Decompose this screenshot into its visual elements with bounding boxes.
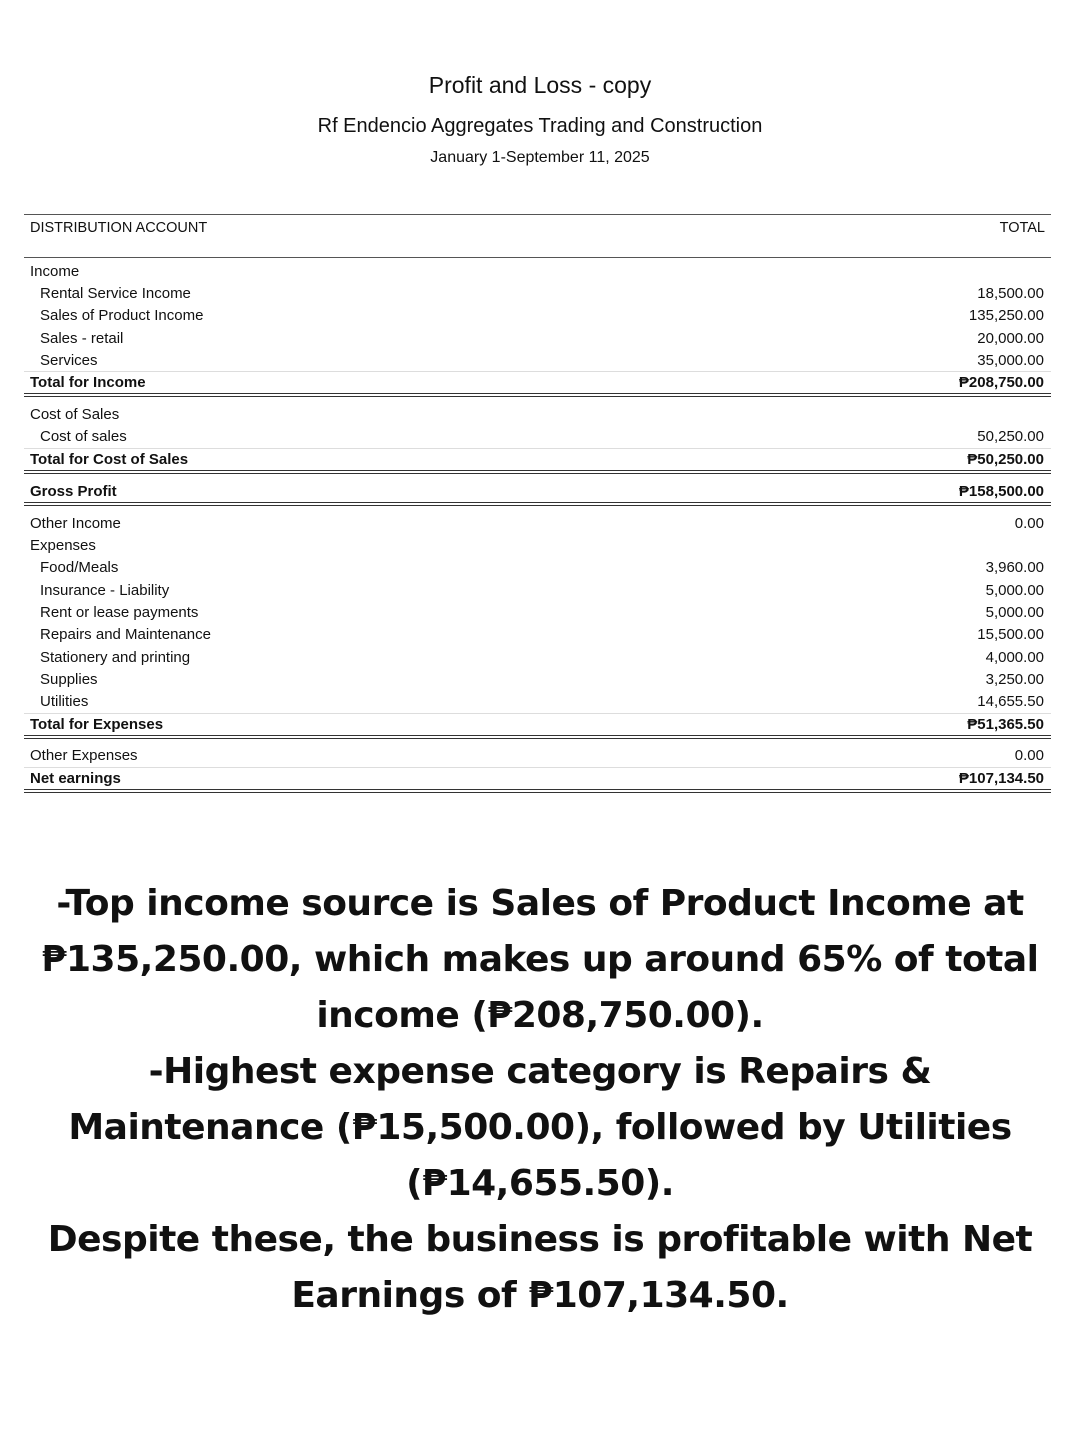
other-expenses-label: Other Expenses	[30, 747, 138, 765]
row-label: Repairs and Maintenance	[40, 626, 211, 644]
total-expenses-row	[24, 713, 1051, 739]
net-earnings-label: Net earnings	[30, 770, 121, 788]
table-row	[24, 579, 1051, 601]
row-value: 135,250.00	[968, 307, 1044, 325]
row-label: Stationery and printing	[40, 648, 191, 666]
row-label: Supplies	[40, 670, 98, 688]
total-cost-of-sales-row	[24, 448, 1051, 474]
other-expenses-value: 0.00	[1014, 747, 1044, 765]
other-expenses-row	[24, 745, 1051, 767]
row-label: Cost of sales	[40, 428, 127, 446]
summary-line-income: -Top income source is Sales of Product Income at ₱135,250.00, which makes up around 65% of total income (₱208,750.00).	[41, 883, 1039, 1036]
cost-of-sales-heading: Cost of Sales	[30, 406, 120, 424]
table-row	[24, 668, 1051, 690]
row-label: Services	[40, 351, 98, 369]
row-label: Utilities	[40, 693, 89, 711]
table-row	[24, 690, 1051, 712]
table-row	[24, 646, 1051, 668]
total-income-value: ₱208,750.00	[958, 374, 1044, 392]
cost-of-sales-heading-row	[24, 403, 1051, 425]
table-row	[24, 349, 1051, 371]
row-label: Sales - retail	[40, 329, 124, 347]
row-value: 15,500.00	[977, 626, 1044, 644]
column-header-row	[24, 214, 1051, 258]
row-value: 4,000.00	[985, 648, 1044, 666]
summary-line-profit: Despite these, the business is profitable with Net Earnings of ₱107,134.50.	[47, 1219, 1033, 1316]
gross-profit-value: ₱158,500.00	[958, 482, 1044, 500]
table-row	[24, 305, 1051, 327]
gross-profit-label: Gross Profit	[30, 482, 117, 500]
row-value: 20,000.00	[977, 329, 1044, 347]
profit-loss-table	[24, 214, 1051, 799]
total-income-row	[24, 371, 1051, 397]
row-label: Insurance - Liability	[40, 581, 170, 599]
expenses-heading-row	[24, 534, 1051, 556]
expenses-heading: Expenses	[30, 537, 96, 555]
row-value: 18,500.00	[977, 284, 1044, 302]
row-value: 5,000.00	[985, 603, 1044, 621]
column-header-account: DISTRIBUTION ACCOUNT	[30, 220, 208, 236]
income-heading-row	[24, 260, 1051, 282]
table-row	[24, 557, 1051, 579]
column-header-total: TOTAL	[999, 220, 1045, 236]
row-label: Food/Meals	[40, 559, 119, 577]
other-income-label: Other Income	[30, 514, 121, 532]
total-cost-of-sales-label: Total for Cost of Sales	[30, 451, 189, 469]
report-title: Profit and Loss - copy	[428, 72, 652, 98]
table-row	[24, 426, 1051, 448]
row-value: 5,000.00	[985, 581, 1044, 599]
row-label: Sales of Product Income	[40, 307, 204, 325]
net-earnings-value: ₱107,134.50	[958, 770, 1044, 788]
table-row	[24, 327, 1051, 349]
row-value: 35,000.00	[977, 351, 1044, 369]
income-heading: Income	[30, 262, 80, 280]
total-expenses-label: Total for Expenses	[30, 715, 164, 733]
row-value: 14,655.50	[977, 693, 1044, 711]
table-row	[24, 601, 1051, 623]
table-row	[24, 282, 1051, 304]
table-row	[24, 624, 1051, 646]
row-label: Rental Service Income	[40, 284, 191, 302]
net-earnings-row	[24, 767, 1051, 793]
total-income-label: Total for Income	[30, 374, 146, 392]
other-income-row	[24, 512, 1051, 534]
date-range: January 1-September 11, 2025	[430, 149, 650, 166]
gross-profit-row	[24, 480, 1051, 506]
company-name: Rf Endencio Aggregates Trading and Construction	[317, 115, 763, 137]
total-cost-of-sales-value: ₱50,250.00	[967, 451, 1044, 469]
total-expenses-value: ₱51,365.50	[967, 715, 1044, 733]
other-income-value: 0.00	[1014, 514, 1044, 532]
row-value: 3,960.00	[985, 559, 1044, 577]
row-label: Rent or lease payments	[40, 603, 199, 621]
row-value: 50,250.00	[977, 428, 1044, 446]
summary-line-expense: -Highest expense category is Repairs & Maintenance (₱15,500.00), followed by Utilities (₱14,655.50).	[68, 1051, 1012, 1204]
row-value: 3,250.00	[985, 670, 1044, 688]
summary-notes	[20, 876, 1060, 1324]
